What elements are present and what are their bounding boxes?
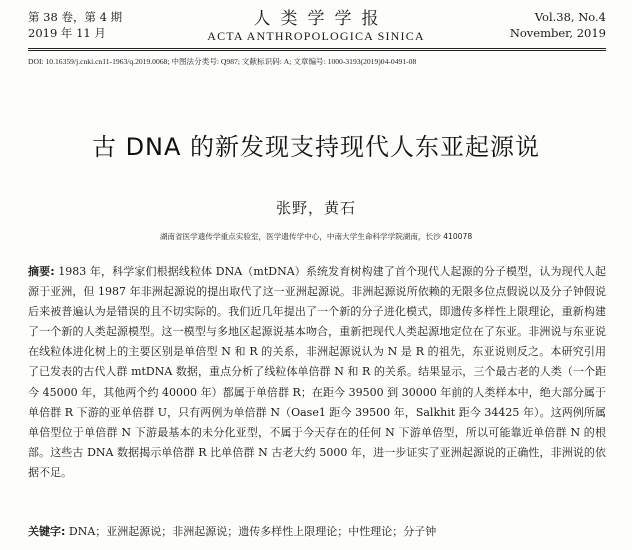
abstract-label: 摘要: [28, 265, 55, 278]
keywords-label: 关键字: [28, 525, 66, 538]
volume-cn: 第 38 卷，第 4 期 [28, 10, 123, 24]
journal-title-en: ACTA ANTHROPOLOGICA SINICA [207, 29, 425, 43]
keywords [28, 525, 608, 539]
keywords-text: DNA；亚洲起源说；非洲起源说；遗传多样性上限理论；中性理论；分子钟 [65, 525, 437, 538]
abstract-text: 1983 年，科学家们根据线粒体 DNA（mtDNA）系统发育树构建了首个现代人起源的分子模型，认为现代人起源于亚洲，但 1987 年非洲起源说的提出取代了这一亚洲起源说。非洲起源说所依赖的无限多位点假说以及分子钟假说后来被普遍认为是错误的且不切实际的。我们近几年提出了一个新的分子进化模式，即遗传多样性上限理论，重新构建了一个新的人类起源模型。这一模型与多地区起源说基本吻合，重新把现代人类起源地定位在了东亚。非洲说与东亚说在线粒体进化树上的主要区别是单倍型 N 和 R 的关系，非洲起源说认为 N 是 R 的祖先，东亚说则反之。本研究引用了已发表的古代人群 mtDNA 数据，重点分析了线粒体单倍群 N 和 R 的关系。结果显示，三个最古老的人类（一个距今 45000 年，其他两个约 40000 年）都属于单倍群 R；在距今 39500 到 30000 年前的人类样本中，绝大部分属于单倍群 R 下游的亚单倍群 U，只有两例为单倍群 N（Oase1 距今 39500 年，Salkhit 距今 34425 年）。这两例所属单倍型位于单倍群 N 下游最基本的未分化亚型，不属于今天存在的任何 N 下游单倍型，所以可能靠近单倍群 N 的根部。这些古 DNA 数据揭示单倍群 R 比单倍群 N 古老大约 5000 年，进一步证实了亚洲起源说的正确性，非洲说的依据不足。 [28, 265, 606, 479]
journal-title-cn: 人类学学报 [253, 9, 389, 29]
abstract [28, 262, 606, 483]
doi-line: DOI: 10.16359/j.cnki.cn11-1963/q.2019.0068; 中图法分类号: Q987; 文献标识码: A; 文章编号: 1000-3193(2019)04-0491-08 [28, 57, 417, 66]
date-en: November, 2019 [509, 26, 606, 40]
header-rule-secondary [28, 50, 606, 51]
affiliation: 湖南省医学遗传学重点实验室，医学遗传学中心，中南大学生命科学学院湖南，长沙 410078 [159, 232, 473, 241]
date-cn: 2019 年 11 月 [28, 26, 106, 40]
authors: 张野，黄石 [275, 199, 356, 217]
header-rule [28, 48, 606, 49]
header-right [510, 10, 606, 41]
page-title: 古 DNA 的新发现支持现代人东亚起源说 [91, 133, 541, 161]
volume-en: Vol.38, No.4 [534, 10, 606, 24]
